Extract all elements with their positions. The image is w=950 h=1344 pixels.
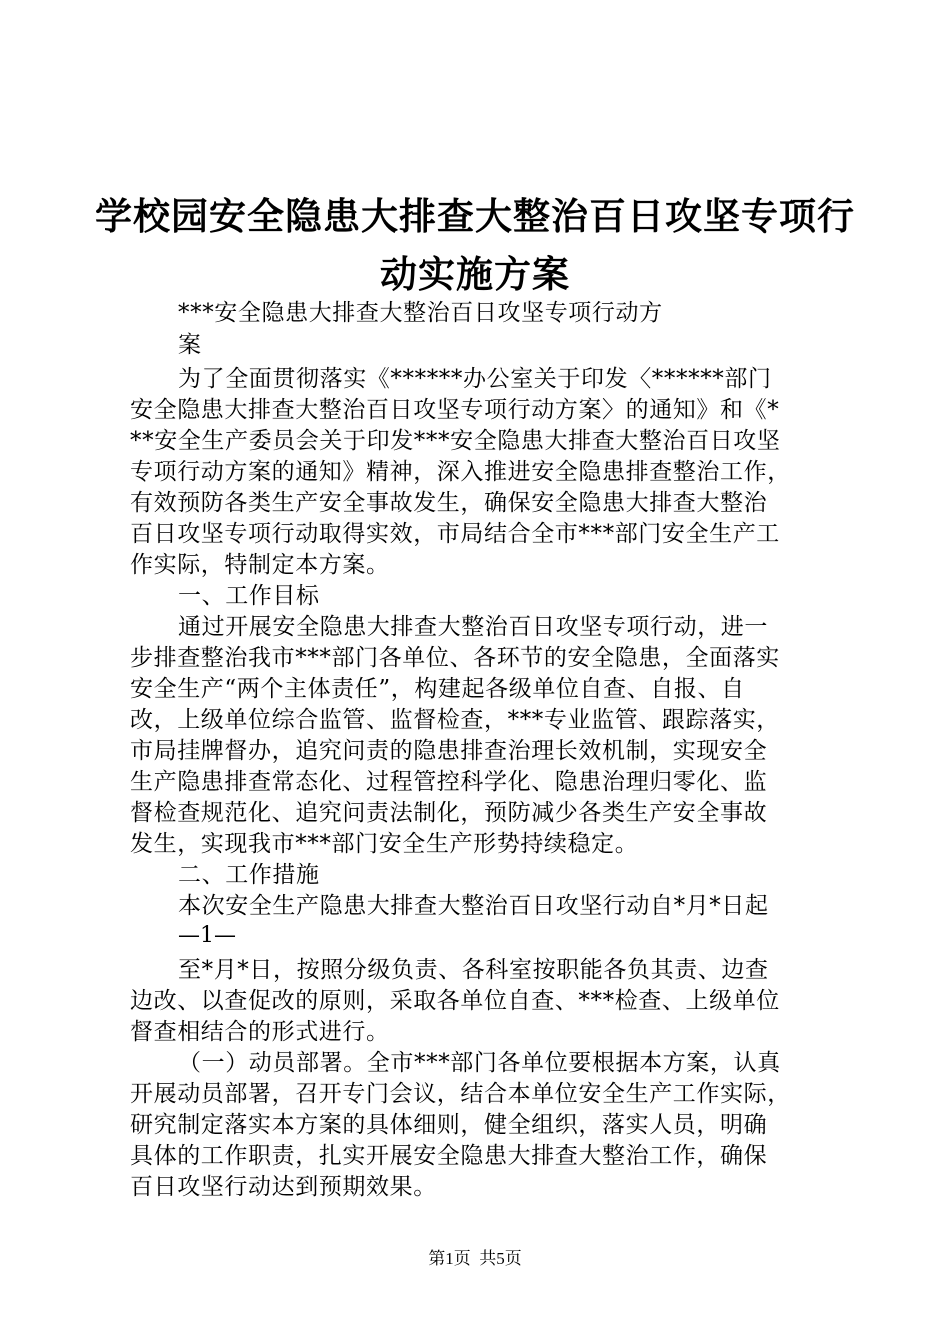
paragraph-line: 至*月*日，按照分级负责、各科室按职能各负其责、边查 [178, 957, 769, 983]
paragraph-line: 百日攻坚行动达到预期效果。 [130, 1174, 437, 1200]
paragraph-line: 作实际，特制定本方案。 [130, 552, 390, 578]
paragraph-line: 专项行动方案的通知》精神，深入推进安全隐患排查整治工作， [130, 459, 791, 485]
paragraph-line: 发生，实现我市***部门安全生产形势持续稳定。 [130, 831, 639, 857]
paragraph-line: **安全生产委员会关于印发***安全隐患大排查大整治百日攻坚 [130, 428, 781, 454]
subtitle-line: 案 [178, 332, 202, 358]
paragraph-line: 安全生产“两个主体责任”，构建起各级单位自查、自报、自 [130, 676, 745, 702]
paragraph-line: 通过开展安全隐患大排查大整治百日攻坚专项行动，进一 [178, 614, 768, 640]
paragraph-line: 督检查规范化、追究问责法制化，预防减少各类生产安全事故 [130, 800, 768, 826]
paragraph-line: 具体的工作职责，扎实开展安全隐患大排查大整治工作，确保 [130, 1143, 768, 1169]
document-title-line-2: 动实施方案 [380, 253, 570, 296]
document-title-line-1: 学校园安全隐患大排查大整治百日攻坚专项行 [95, 195, 855, 238]
subtitle-line: ***安全隐患大排查大整治百日攻坚专项行动方 [178, 300, 663, 326]
paragraph-line: 改，上级单位综合监管、监督检查，***专业监管、跟踪落实， [130, 707, 780, 733]
inline-page-marker: —1— [178, 923, 236, 948]
paragraph-line: 生产隐患排查常态化、过程管控科学化、隐患治理归零化、监 [130, 769, 768, 795]
paragraph-line: 边改、以查促改的原则，采取各单位自查、***检查、上级单位 [130, 988, 780, 1014]
paragraph-line: 步排查整治我市***部门各单位、各环节的安全隐患，全面落实 [130, 645, 780, 671]
paragraph-line: 开展动员部署，召开专门会议，结合本单位安全生产工作实际， [130, 1081, 791, 1107]
paragraph-line: （一）动员部署。全市***部门各单位要根据本方案，认真 [178, 1050, 781, 1076]
paragraph-line: 市局挂牌督办，追究问责的隐患排查治理长效机制，实现安全 [130, 738, 768, 764]
paragraph-line: 有效预防各类生产安全事故发生，确保安全隐患大排查大整治 [130, 490, 768, 516]
paragraph-line: 督查相结合的形式进行。 [130, 1019, 390, 1045]
paragraph-line: 为了全面贯彻落实《******办公室关于印发〈******部门 [178, 366, 772, 392]
paragraph-line: 安全隐患大排查大整治百日攻坚专项行动方案〉的通知》和《* [130, 397, 780, 423]
paragraph-line: 百日攻坚专项行动取得实效，市局结合全市***部门安全生产工 [130, 521, 780, 547]
section-heading: 一、工作目标 [178, 583, 320, 609]
paragraph-line: 本次安全生产隐患大排查大整治百日攻坚行动自*月*日起 [178, 893, 769, 919]
page-number-footer: 第1页 共5页 [428, 1249, 522, 1268]
paragraph-line: 研究制定落实本方案的具体细则，健全组织，落实人员，明确 [130, 1112, 768, 1138]
section-heading: 二、工作措施 [178, 862, 320, 888]
